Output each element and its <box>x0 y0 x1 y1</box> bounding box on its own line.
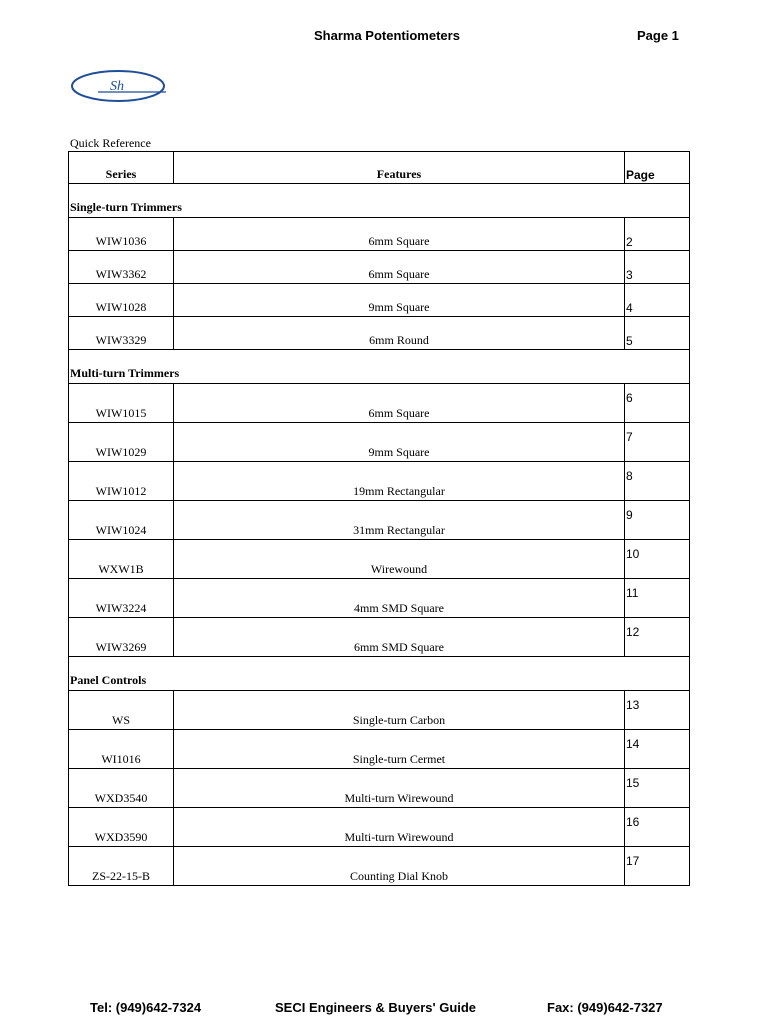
page-cell: 15 <box>625 769 690 808</box>
section-title: Panel Controls <box>69 657 690 691</box>
table-row <box>69 251 690 284</box>
page-title: Sharma Potentiometers <box>314 28 460 43</box>
page-cell: 11 <box>625 579 690 618</box>
feature-cell: 4mm SMD Square <box>174 579 625 618</box>
section-header-row <box>69 350 690 384</box>
footer-guide-title: SECI Engineers & Buyers' Guide <box>275 1000 477 1015</box>
series-cell: WIW1015 <box>69 384 174 423</box>
feature-cell: 6mm Square <box>174 218 625 251</box>
table-row <box>69 769 690 808</box>
feature-cell: Counting Dial Knob <box>174 847 625 886</box>
feature-cell: 6mm Round <box>174 317 625 350</box>
series-cell: ZS-22-15-B <box>69 847 174 886</box>
table-row <box>69 423 690 462</box>
page-column-header: Page <box>625 152 690 184</box>
section-header-row <box>69 184 690 218</box>
table-row <box>69 540 690 579</box>
feature-cell: 9mm Square <box>174 423 625 462</box>
series-cell: WIW1012 <box>69 462 174 501</box>
series-cell: WXD3540 <box>69 769 174 808</box>
series-cell: WXW1B <box>69 540 174 579</box>
feature-cell: Single-turn Carbon <box>174 691 625 730</box>
series-cell: WIW1029 <box>69 423 174 462</box>
table-row <box>69 847 690 886</box>
page-cell: 7 <box>625 423 690 462</box>
table-row <box>69 579 690 618</box>
series-cell: WIW3329 <box>69 317 174 350</box>
page-cell: 10 <box>625 540 690 579</box>
series-cell: WXD3590 <box>69 808 174 847</box>
page-cell: 4 <box>625 284 690 317</box>
features-column-header: Features <box>174 152 625 184</box>
series-cell: WI1016 <box>69 730 174 769</box>
table-row <box>69 618 690 657</box>
footer-fax: Fax: (949)642-7327 <box>547 1000 663 1015</box>
series-cell: WIW1036 <box>69 218 174 251</box>
feature-cell: 6mm Square <box>174 251 625 284</box>
section-header-row <box>69 657 690 691</box>
feature-cell: 9mm Square <box>174 284 625 317</box>
page-cell: 16 <box>625 808 690 847</box>
table-row <box>69 730 690 769</box>
feature-cell: 19mm Rectangular <box>174 462 625 501</box>
series-column-header: Series <box>69 152 174 184</box>
quick-reference-table <box>68 151 690 886</box>
table-header-row <box>69 152 690 184</box>
section-title: Single-turn Trimmers <box>69 184 690 218</box>
table-row <box>69 501 690 540</box>
page-cell: 13 <box>625 691 690 730</box>
page-cell: 9 <box>625 501 690 540</box>
footer-telephone: Tel: (949)642-7324 <box>90 1000 202 1015</box>
page-cell: 12 <box>625 618 690 657</box>
page-cell: 3 <box>625 251 690 284</box>
feature-cell: Multi-turn Wirewound <box>174 808 625 847</box>
feature-cell: 6mm SMD Square <box>174 618 625 657</box>
page-cell: 14 <box>625 730 690 769</box>
feature-cell: Multi-turn Wirewound <box>174 769 625 808</box>
page-cell: 6 <box>625 384 690 423</box>
quick-reference-label: Quick Reference <box>70 136 151 150</box>
table-row <box>69 317 690 350</box>
section-title: Multi-turn Trimmers <box>69 350 690 384</box>
series-cell: WIW3269 <box>69 618 174 657</box>
feature-cell: Single-turn Cermet <box>174 730 625 769</box>
table-row <box>69 691 690 730</box>
page-cell: 8 <box>625 462 690 501</box>
page-cell: 17 <box>625 847 690 886</box>
table-row <box>69 808 690 847</box>
series-cell: WS <box>69 691 174 730</box>
table-row <box>69 384 690 423</box>
feature-cell: 31mm Rectangular <box>174 501 625 540</box>
table-row <box>69 462 690 501</box>
company-logo <box>70 68 170 106</box>
page-number: Page 1 <box>637 28 679 43</box>
series-cell: WIW3362 <box>69 251 174 284</box>
svg-text:Sh: Sh <box>110 79 124 94</box>
table-row <box>69 284 690 317</box>
page-cell: 2 <box>625 218 690 251</box>
page-cell: 5 <box>625 317 690 350</box>
series-cell: WIW3224 <box>69 579 174 618</box>
table-row <box>69 218 690 251</box>
series-cell: WIW1028 <box>69 284 174 317</box>
feature-cell: Wirewound <box>174 540 625 579</box>
series-cell: WIW1024 <box>69 501 174 540</box>
feature-cell: 6mm Square <box>174 384 625 423</box>
